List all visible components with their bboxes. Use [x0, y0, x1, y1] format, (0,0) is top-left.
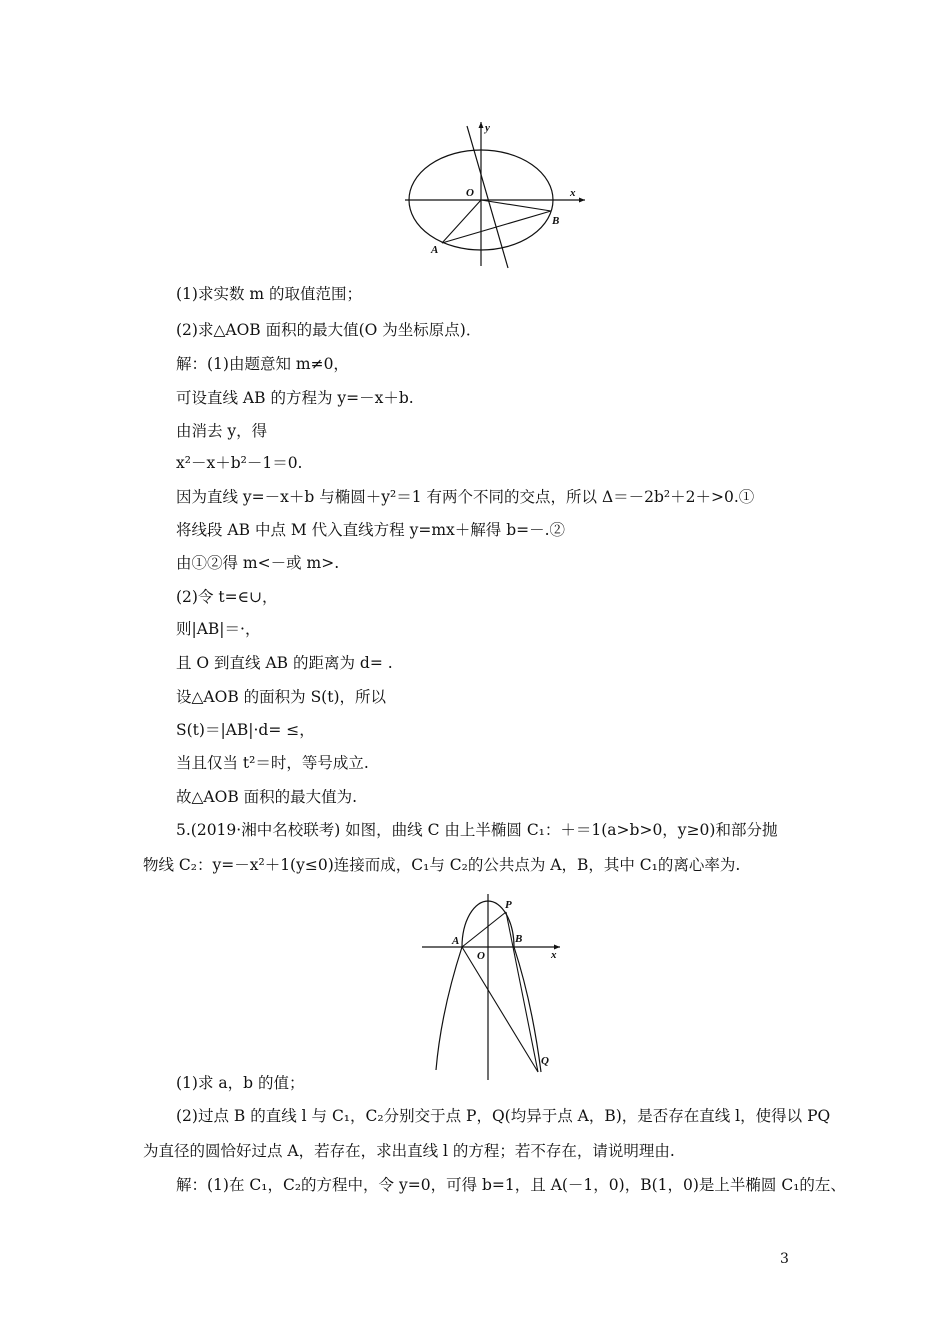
- p5-part2-question-1: (2)过点 B 的直线 l 与 C₁，C₂分别交于点 P，Q(均异于点 A，B)，是否存在直线 l，使得以 PQ: [176, 1107, 831, 1125]
- p5-part1-question: (1)求 a，b 的值；: [176, 1074, 305, 1092]
- part2-question: (2)求△AOB 面积的最大值(O 为坐标原点)．: [176, 321, 482, 339]
- solution-line-14: 故△AOB 面积的最大值为.: [176, 788, 358, 806]
- solution-line-3: 由消去 y，得: [176, 422, 268, 440]
- ellipse-figure: [395, 118, 595, 270]
- segment-OA: [442, 200, 481, 243]
- solution-line-7: 由①②得 m<－或 m>.: [176, 554, 340, 572]
- label-y: y: [485, 122, 490, 134]
- label-B: B: [552, 215, 560, 227]
- solution-line-9: 则|AB|＝·，: [176, 620, 261, 638]
- solution-line-6: 将线段 AB 中点 M 代入直线方程 y=mx＋解得 b=－.②: [176, 521, 566, 539]
- p5-part2-question-2: 为直径的圆恰好过点 A，若存在，求出直线 l 的方程；若不存在，请说明理由.: [143, 1142, 675, 1160]
- segment-AB: [442, 211, 551, 243]
- solution-line-10: 且 O 到直线 AB 的距离为 d= .: [176, 654, 393, 672]
- label-A: A: [452, 935, 460, 947]
- label-A: A: [431, 244, 439, 256]
- segment-AQ: [462, 947, 538, 1072]
- label-O: O: [477, 950, 485, 962]
- y-axis-arrow: [479, 122, 484, 128]
- label-x: x: [570, 187, 576, 199]
- solution-line-12: S(t)＝|AB|·d= ≤，: [176, 721, 315, 739]
- solution-line-11: 设△AOB 的面积为 S(t)，所以: [176, 688, 387, 706]
- solution-line-13: 当且仅当 t²＝时，等号成立.: [176, 754, 369, 772]
- solution-line-2: 可设直线 AB 的方程为 y=－x＋b.: [176, 389, 414, 407]
- problem5-line-2: 物线 C₂：y=－x²＋1(y≤0)连接而成，C₁与 C₂的公共点为 A，B，其中 C₁的离心率为.: [143, 856, 741, 874]
- label-x: x: [551, 949, 557, 961]
- problem5-line-1: 5.(2019·湘中名校联考) 如图，曲线 C 由上半椭圆 C₁：＋＝1(a>b>0，y≥0)和部分抛: [176, 821, 778, 839]
- label-B: B: [515, 933, 523, 945]
- solution-line-8: (2)令 t=∈∪，: [176, 588, 278, 606]
- label-Q: Q: [541, 1055, 549, 1067]
- part1-question: (1)求实数 m 的取值范围；: [176, 285, 363, 303]
- label-O: O: [466, 187, 474, 199]
- p5-solution-line-1: 解：(1)在 C₁，C₂的方程中，令 y=0，可得 b=1，且 A(－1，0)，B(1，0)是上半椭圆 C₁的左、: [176, 1176, 846, 1194]
- solution-line-1: 解：(1)由题意知 m≠0，: [176, 355, 349, 373]
- page-number: 3: [780, 1251, 789, 1267]
- curve-figure: [420, 892, 570, 1082]
- x-axis-arrow: [579, 198, 585, 203]
- solution-line-5: 因为直线 y=－x＋b 与椭圆＋y²＝1 有两个不同的交点，所以 Δ＝－2b²＋2＋>0.①: [176, 488, 755, 506]
- label-P: P: [505, 899, 512, 911]
- solution-line-4: x²－x＋b²－1＝0.: [176, 454, 303, 472]
